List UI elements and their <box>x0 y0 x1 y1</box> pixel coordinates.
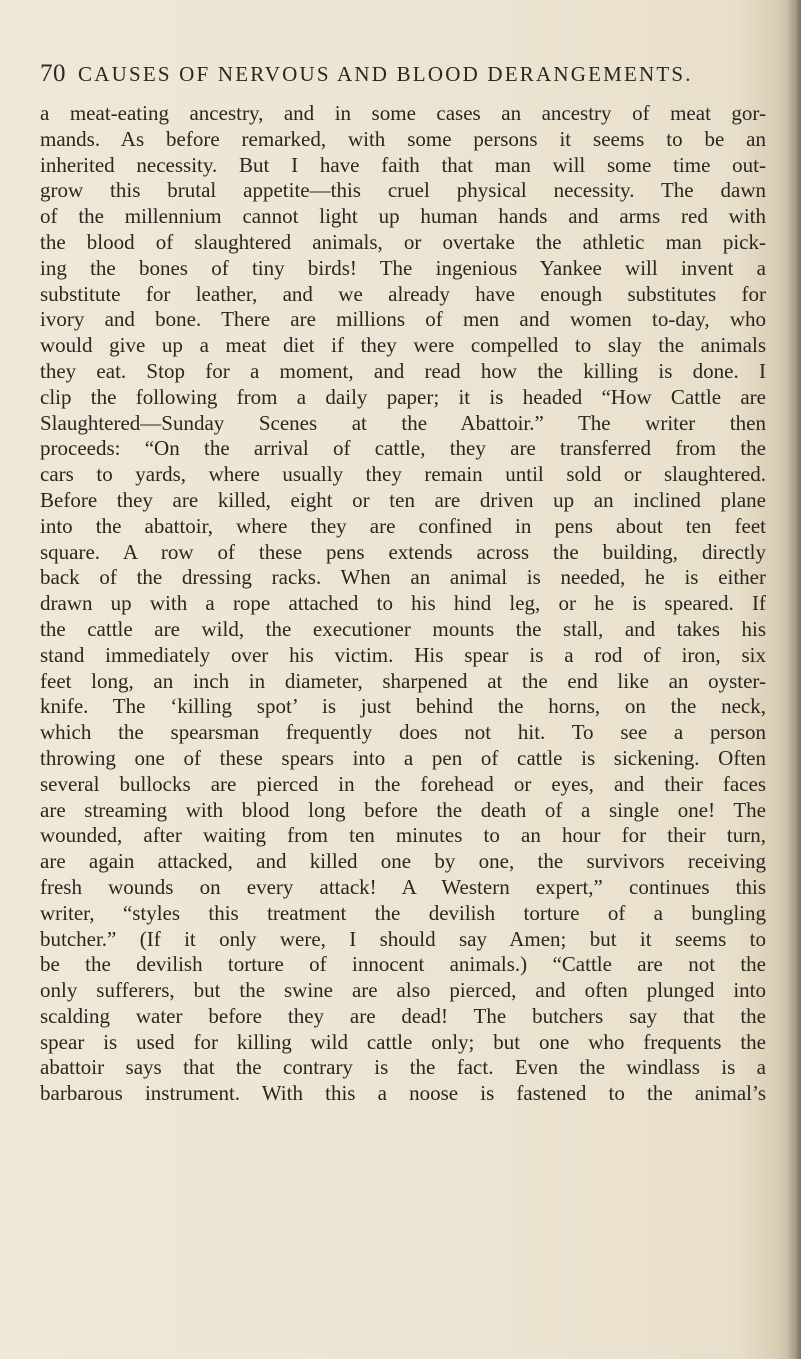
text-line: substitute for leather, and we already have enough substitutes for <box>40 281 766 306</box>
body-text <box>40 101 766 1107</box>
text-line: cars to yards, where usually they remain until sold or slaughtered. <box>40 462 766 487</box>
text-line: abattoir says that the contrary is the fact. Even the windlass is a <box>40 1055 766 1080</box>
text-line: mands. As before remarked, with some persons it seems to be an <box>40 126 766 151</box>
text-line: into the abattoir, where they are confined in pens about ten feet <box>40 513 766 538</box>
text-line: square. A row of these pens extends across the building, directly <box>40 539 766 564</box>
text-line: are streaming with blood long before the death of a single one! The <box>40 797 766 822</box>
text-line: clip the following from a daily paper; it is headed “How Cattle are <box>40 384 766 409</box>
text-line: ivory and bone. There are millions of men and women to-day, who <box>40 307 766 332</box>
running-title: CAUSES OF NERVOUS AND BLOOD DERANGEMENTS. <box>78 62 693 86</box>
text-line: writer, “styles this treatment the devilish torture of a bungling <box>40 900 766 925</box>
text-line: of the millennium cannot light up human hands and arms red with <box>40 204 766 229</box>
text-line: throwing one of these spears into a pen of cattle is sickening. Often <box>40 745 766 770</box>
text-line: Slaughtered—Sunday Scenes at the Abattoir.” The writer then <box>40 410 766 435</box>
text-line: inherited necessity. But I have faith that man will some time out- <box>40 152 766 177</box>
text-line: the blood of slaughtered animals, or overtake the athletic man pick- <box>40 229 766 254</box>
running-head <box>40 60 770 90</box>
text-line: butcher.” (If it only were, I should say Amen; but it seems to <box>40 926 766 951</box>
text-line: several bullocks are pierced in the forehead or eyes, and their faces <box>40 771 766 796</box>
text-line: ing the bones of tiny birds! The ingenious Yankee will invent a <box>40 255 766 280</box>
page-edge-shadow <box>787 0 801 1359</box>
text-line: the cattle are wild, the executioner mounts the stall, and takes his <box>40 616 766 641</box>
text-line: wounded, after waiting from ten minutes to an hour for their turn, <box>40 823 766 848</box>
page-number: 70 <box>40 60 66 87</box>
text-line: which the spearsman frequently does not hit. To see a person <box>40 720 766 745</box>
text-line: are again attacked, and killed one by one, the survivors receiving <box>40 849 766 874</box>
text-line: spear is used for killing wild cattle only; but one who frequents the <box>40 1029 766 1054</box>
text-line: fresh wounds on every attack! A Western expert,” continues this <box>40 874 766 899</box>
text-line: only sufferers, but the swine are also pierced, and often plunged into <box>40 978 766 1003</box>
text-line: knife. The ‘killing spot’ is just behind the horns, on the neck, <box>40 694 766 719</box>
text-line: drawn up with a rope attached to his hind leg, or he is speared. If <box>40 591 766 616</box>
text-line: stand immediately over his victim. His spear is a rod of iron, six <box>40 642 766 667</box>
text-line: feet long, an inch in diameter, sharpened at the end like an oyster- <box>40 668 766 693</box>
text-line: back of the dressing racks. When an animal is needed, he is either <box>40 565 766 590</box>
text-line: a meat-eating ancestry, and in some cases an ancestry of meat gor- <box>40 101 766 125</box>
text-line: grow this brutal appetite—this cruel physical necessity. The dawn <box>40 178 766 203</box>
text-line: scalding water before they are dead! The butchers say that the <box>40 1003 766 1028</box>
text-line: barbarous instrument. With this a noose is fastened to the animal’s <box>40 1081 766 1106</box>
text-line: be the devilish torture of innocent animals.) “Cattle are not the <box>40 952 766 977</box>
text-line: proceeds: “On the arrival of cattle, they are transferred from the <box>40 436 766 461</box>
text-line: would give up a meat diet if they were compelled to slay the animals <box>40 333 766 358</box>
text-line: Before they are killed, eight or ten are driven up an inclined plane <box>40 487 766 512</box>
text-line: they eat. Stop for a moment, and read how the killing is done. I <box>40 358 766 383</box>
